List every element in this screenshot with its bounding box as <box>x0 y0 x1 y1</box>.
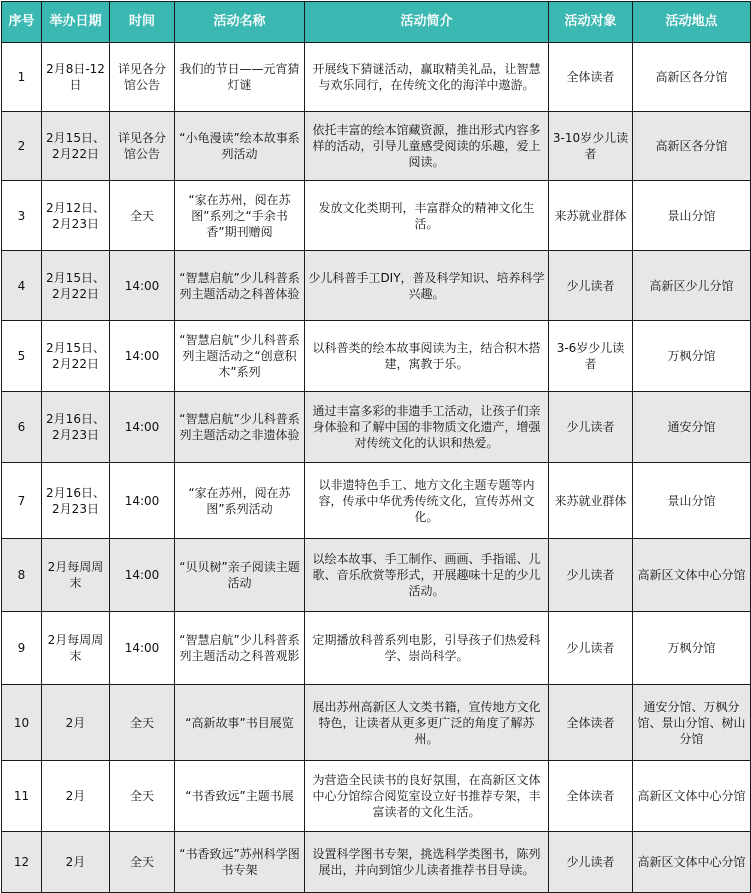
cell-time: 14:00 <box>110 321 175 392</box>
cell-location: 通安分馆、万枫分馆、景山分馆、树山分馆 <box>633 685 751 761</box>
cell-intro: 为营造全民读书的良好氛围，在高新区文体中心分馆综合阅览室设立好书推荐专架，丰富读者的文化生活。 <box>305 761 549 832</box>
cell-time: 14:00 <box>110 463 175 539</box>
table-row <box>2 612 751 685</box>
cell-intro: 开展线下猜谜活动，赢取精美礼品，让智慧与欢乐同行，在传统文化的海洋中遨游。 <box>305 43 549 112</box>
table-row <box>2 539 751 612</box>
cell-name: “小龟漫读”绘本故事系列活动 <box>175 112 305 181</box>
cell-name: “智慧启航”少儿科普系列主题活动之科普体验 <box>175 251 305 321</box>
cell-date: 2月 <box>42 685 110 761</box>
cell-location: 高新区各分馆 <box>633 43 751 112</box>
cell-location: 景山分馆 <box>633 463 751 539</box>
cell-no: 5 <box>2 321 42 392</box>
cell-location: 万枫分馆 <box>633 612 751 685</box>
cell-audience: 3-10岁少儿读者 <box>549 112 633 181</box>
cell-location: 高新区文体中心分馆 <box>633 539 751 612</box>
cell-time: 14:00 <box>110 612 175 685</box>
cell-intro: 依托丰富的绘本馆藏资源，推出形式内容多样的活动，引导儿童感受阅读的乐趣，爱上阅读。 <box>305 112 549 181</box>
cell-audience: 3-6岁少儿读者 <box>549 321 633 392</box>
cell-intro: 以科普类的绘本故事阅读为主，结合积木搭建，寓教于乐。 <box>305 321 549 392</box>
cell-no: 6 <box>2 392 42 463</box>
cell-date: 2月15日、2月22日 <box>42 251 110 321</box>
cell-intro: 少儿科普手工DIY，普及科学知识、培养科学兴趣。 <box>305 251 549 321</box>
cell-audience: 来苏就业群体 <box>549 463 633 539</box>
cell-no: 9 <box>2 612 42 685</box>
header-intro: 活动简介 <box>305 2 549 43</box>
cell-intro: 设置科学图书专架，挑选科学类图书，陈列展出，并向到馆少儿读者推荐书目导读。 <box>305 832 549 893</box>
cell-no: 4 <box>2 251 42 321</box>
table-row <box>2 392 751 463</box>
cell-location: 万枫分馆 <box>633 321 751 392</box>
cell-audience: 少儿读者 <box>549 392 633 463</box>
cell-no: 3 <box>2 181 42 251</box>
cell-audience: 少儿读者 <box>549 612 633 685</box>
header-date: 举办日期 <box>42 2 110 43</box>
header-time: 时间 <box>110 2 175 43</box>
table-row <box>2 761 751 832</box>
cell-no: 7 <box>2 463 42 539</box>
cell-time: 14:00 <box>110 251 175 321</box>
cell-time: 全天 <box>110 761 175 832</box>
cell-date: 2月15日、2月22日 <box>42 112 110 181</box>
header-name: 活动名称 <box>175 2 305 43</box>
cell-date: 2月 <box>42 761 110 832</box>
cell-intro: 发放文化类期刊，丰富群众的精神文化生活。 <box>305 181 549 251</box>
cell-date: 2月每周周末 <box>42 612 110 685</box>
cell-time: 14:00 <box>110 539 175 612</box>
cell-no: 11 <box>2 761 42 832</box>
cell-audience: 来苏就业群体 <box>549 181 633 251</box>
cell-name: “家在苏州，阅在苏图”系列活动 <box>175 463 305 539</box>
cell-time: 详见各分馆公告 <box>110 43 175 112</box>
header-no: 序号 <box>2 2 42 43</box>
cell-location: 景山分馆 <box>633 181 751 251</box>
table-row <box>2 251 751 321</box>
table-header-row <box>2 2 751 43</box>
cell-location: 高新区文体中心分馆 <box>633 761 751 832</box>
cell-audience: 全体读者 <box>549 761 633 832</box>
cell-time: 全天 <box>110 685 175 761</box>
cell-date: 2月15日、2月22日 <box>42 321 110 392</box>
cell-location: 通安分馆 <box>633 392 751 463</box>
cell-no: 8 <box>2 539 42 612</box>
table-row <box>2 181 751 251</box>
cell-name: “高新故事”书目展览 <box>175 685 305 761</box>
cell-date: 2月16日、2月23日 <box>42 463 110 539</box>
cell-intro: 以绘本故事、手工制作、画画、手指谣、儿歌、音乐欣赏等形式，开展趣味十足的少儿活动。 <box>305 539 549 612</box>
table-row <box>2 832 751 893</box>
header-audience: 活动对象 <box>549 2 633 43</box>
cell-location: 高新区少儿分馆 <box>633 251 751 321</box>
cell-intro: 定期播放科普系列电影，引导孩子们热爱科学、崇尚科学。 <box>305 612 549 685</box>
cell-time: 14:00 <box>110 392 175 463</box>
cell-date: 2月16日、2月23日 <box>42 392 110 463</box>
cell-name: “贝贝树”亲子阅读主题活动 <box>175 539 305 612</box>
cell-name: “智慧启航”少儿科普系列主题活动之“创意积木”系列 <box>175 321 305 392</box>
table-row <box>2 112 751 181</box>
cell-name: “书香致远”苏州科学图书专架 <box>175 832 305 893</box>
cell-time: 全天 <box>110 181 175 251</box>
cell-intro: 以非遗特色手工、地方文化主题专题等内容，传承中华优秀传统文化，宣传苏州文化。 <box>305 463 549 539</box>
cell-no: 12 <box>2 832 42 893</box>
header-location: 活动地点 <box>633 2 751 43</box>
table-row <box>2 43 751 112</box>
cell-no: 2 <box>2 112 42 181</box>
table-row <box>2 463 751 539</box>
cell-intro: 通过丰富多彩的非遗手工活动，让孩子们亲身体验和了解中国的非物质文化遗产，增强对传统文化的认识和热爱。 <box>305 392 549 463</box>
cell-time: 全天 <box>110 832 175 893</box>
cell-location: 高新区文体中心分馆 <box>633 832 751 893</box>
cell-audience: 少儿读者 <box>549 832 633 893</box>
table-row <box>2 685 751 761</box>
cell-audience: 全体读者 <box>549 43 633 112</box>
activity-schedule-table <box>1 1 751 893</box>
cell-audience: 全体读者 <box>549 685 633 761</box>
cell-name: “智慧启航”少儿科普系列主题活动之科普观影 <box>175 612 305 685</box>
cell-time: 详见各分馆公告 <box>110 112 175 181</box>
cell-no: 1 <box>2 43 42 112</box>
cell-audience: 少儿读者 <box>549 251 633 321</box>
cell-name: 我们的节日——元宵猜灯谜 <box>175 43 305 112</box>
cell-date: 2月12日、2月23日 <box>42 181 110 251</box>
cell-date: 2月 <box>42 832 110 893</box>
cell-name: “家在苏州，阅在苏图”系列之“手余书香”期刊赠阅 <box>175 181 305 251</box>
cell-name: “智慧启航”少儿科普系列主题活动之非遗体验 <box>175 392 305 463</box>
cell-date: 2月每周周末 <box>42 539 110 612</box>
cell-no: 10 <box>2 685 42 761</box>
cell-date: 2月8日-12日 <box>42 43 110 112</box>
cell-name: “书香致远”主题书展 <box>175 761 305 832</box>
table-row <box>2 321 751 392</box>
cell-location: 高新区各分馆 <box>633 112 751 181</box>
cell-intro: 展出苏州高新区人文类书籍，宣传地方文化特色，让读者从更多更广泛的角度了解苏州。 <box>305 685 549 761</box>
cell-audience: 少儿读者 <box>549 539 633 612</box>
